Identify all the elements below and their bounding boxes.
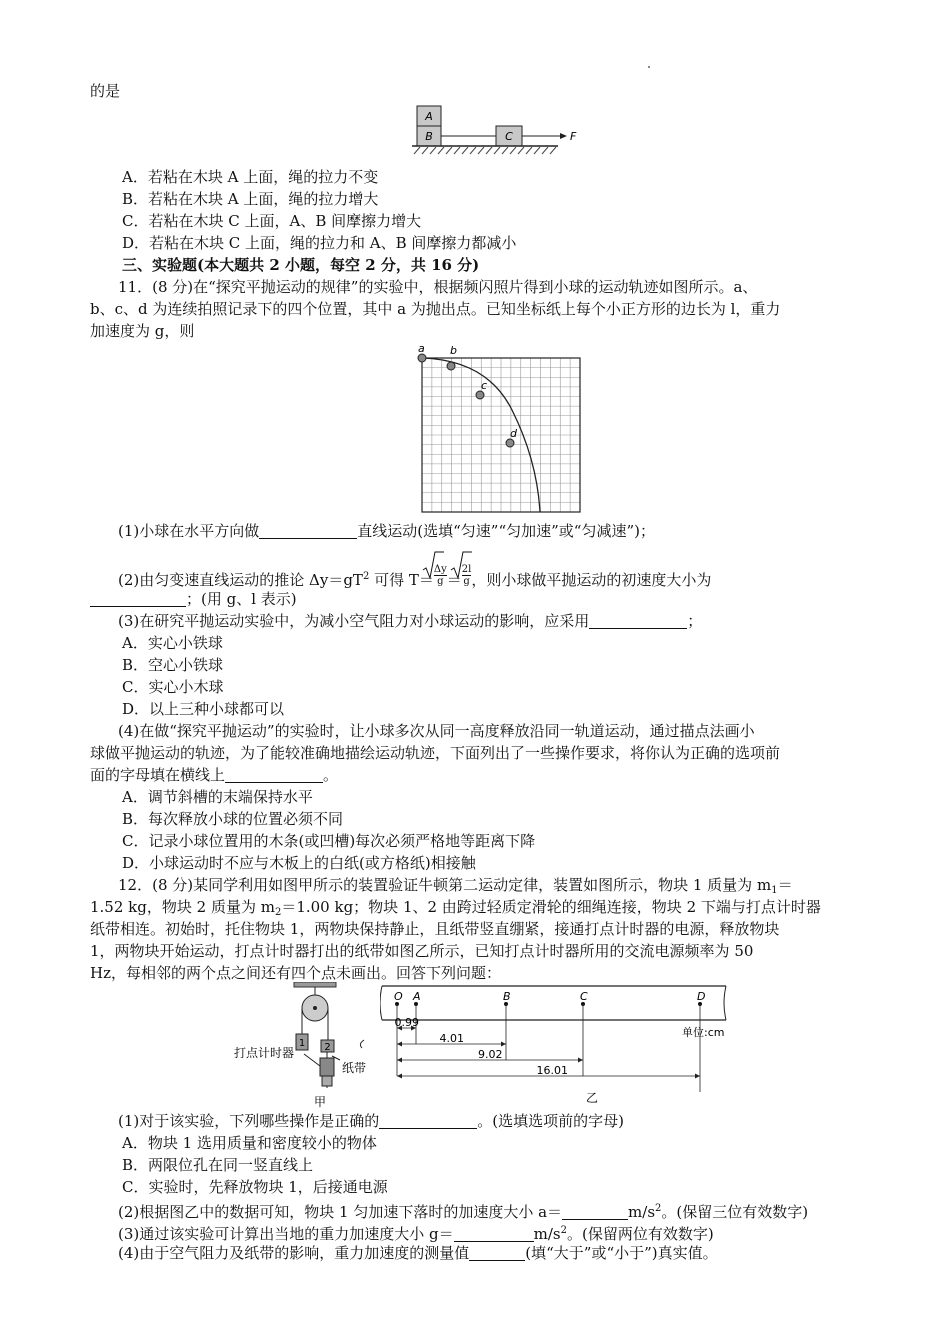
q11-p4-option-d: D．小球运动时不应与木板上的白纸(或方格纸)相接触	[122, 854, 476, 872]
label-d: d	[510, 427, 517, 440]
q11-p4-blank[interactable]	[225, 767, 323, 783]
q12-p1-option-b: B．两限位孔在同一竖直线上	[122, 1156, 314, 1174]
label-f: F	[570, 130, 577, 143]
block-2-label: 2	[324, 1042, 331, 1053]
frac2-den: g	[463, 576, 470, 587]
intro-tail: 的是	[90, 82, 121, 100]
label-a: a	[418, 342, 425, 355]
q11-p4-line1: (4)在做“探究平抛运动”的实验时，让小球多次从同一高度释放沿同一轨道运动，通过描点法画小	[118, 722, 755, 740]
ceiling	[294, 982, 336, 987]
q11-p3-text: (3)在研究平抛运动实验中，为减小空气阻力对小球运动的影响，应采用	[118, 612, 590, 630]
caption-yi: 乙	[586, 1091, 599, 1105]
q11-part2-line2	[90, 588, 297, 610]
point-d	[506, 439, 514, 447]
tape-label: 纸带	[342, 1061, 367, 1075]
q11-line1: 11．(8 分)在“探究平抛运动的规律”的实验中，根据频闪照片得到小球的运动轨迹如图所示。a、	[118, 278, 758, 296]
q10-option-a: A．若粘在木块 A 上面，绳的拉力不变	[122, 168, 379, 186]
q12-p3-sup: 2	[560, 1225, 567, 1236]
q11-p3-option-a: A．实心小铁球	[122, 634, 223, 652]
q12-line2-text2: ＝1.00 kg；物块 1、2 由跨过轻质定滑轮的细绳连接，物块 2 下端与打点计时器	[281, 898, 821, 916]
q11-p3-blank[interactable]	[589, 613, 687, 629]
label-b: B	[425, 130, 433, 143]
q11-p2-text4: ；(用 g、l 表示)	[186, 590, 297, 608]
q12-p3-unit: m/s	[533, 1225, 561, 1243]
sqrt-2l-over-g	[461, 564, 472, 593]
q11-p2-text2: 可得 T＝	[369, 571, 434, 589]
q12-p3-blank[interactable]	[454, 1226, 534, 1242]
caption-jia: 甲	[314, 1095, 327, 1109]
q11-line3: 加速度为 g，则	[90, 322, 195, 340]
q11-p3-option-d: D．以上三种小球都可以	[122, 700, 285, 718]
q12-line4: 1，两物块开始运动，打点计时器打出的纸带如图乙所示，已知打点计时器所用的交流电源频率为 50	[90, 942, 754, 960]
q12-part4	[118, 1242, 718, 1264]
page-dot	[648, 66, 650, 68]
q12-line2-sub: 2	[274, 907, 282, 918]
dimension-value: 4.01	[439, 1032, 464, 1045]
block-1-label: 1	[298, 1038, 306, 1049]
q12-p1-blank[interactable]	[379, 1113, 477, 1129]
q12-p2-text: (2)根据图乙中的数据可知，物块 1 匀加速下落时的加速度大小 a＝	[118, 1203, 563, 1221]
q11-p2-eq: ＝	[446, 571, 462, 589]
q11-p3-end: ；	[687, 612, 703, 630]
q11-p2-text3: ，则小球做平抛运动的初速度大小为	[471, 571, 712, 589]
q11-p4-option-c: C．记录小球位置用的木条(或凹槽)每次必须严格地等距离下降	[122, 832, 536, 850]
tape-figure	[380, 984, 730, 1106]
q12-p1-option-c: C．实验时，先释放物块 1，后接通电源	[122, 1178, 388, 1196]
tape-label-a: A	[413, 990, 421, 1003]
q12-p2-blank[interactable]	[562, 1204, 628, 1220]
q11-p4-line3	[90, 764, 338, 786]
q11-p4-option-a: A．调节斜槽的末端保持水平	[122, 788, 313, 806]
q12-p2-unit: m/s	[628, 1203, 656, 1221]
projectile-grid-figure	[412, 340, 584, 516]
q11-p4-end: 。	[323, 766, 339, 784]
dimension-value: 9.02	[478, 1048, 503, 1061]
q12-p3-end: 。(保留两位有效数字)	[566, 1225, 714, 1243]
q11-p2-text: (2)由匀变速直线运动的推论 Δy＝gT	[118, 571, 363, 589]
section-3-heading: 三、实验题(本大题共 2 小题，每空 2 分，共 16 分)	[122, 256, 480, 274]
point-c	[476, 391, 484, 399]
point-b	[447, 362, 455, 370]
label-c: c	[481, 379, 488, 392]
q12-p1-end: 。(选填选项前的字母)	[477, 1112, 624, 1130]
q12-p1-text: (1)对于该实验，下列哪些操作是正确的	[118, 1112, 380, 1130]
timer	[320, 1058, 334, 1076]
unit-label: 单位:cm	[682, 1026, 725, 1039]
q11-p1-text: (1)小球在水平方向做	[118, 522, 260, 540]
q12-line3: 纸带相连。初始时，托住物块 1，两物块保持静止，且纸带竖直绷紧，接通打点计时器的电源，释放物块	[90, 920, 780, 938]
q12-p4-text: (4)由于空气阻力及纸带的影响，重力加速度的测量值	[118, 1244, 470, 1262]
timer-label: 打点计时器	[234, 1046, 295, 1060]
q12-p3-text: (3)通过该实验可计算出当地的重力加速度大小 g＝	[118, 1225, 454, 1243]
q11-part3	[118, 610, 702, 632]
point-a	[418, 354, 426, 362]
q11-p4-line2: 球做平抛运动的轨迹，为了能较准确地描绘运动轨迹，下面列出了一些操作要求，将你认为正确的选项前	[90, 744, 781, 762]
q11-p2-sup: 2	[362, 571, 370, 582]
q11-part1	[118, 520, 655, 542]
q12-line2-text: 1.52 kg，物块 2 质量为 m	[90, 898, 275, 916]
tape-label-o: O	[394, 990, 403, 1003]
q11-p3-option-b: B．空心小铁球	[122, 656, 224, 674]
q12-line1-sub: 1	[771, 885, 778, 896]
dimension-value: 16.01	[536, 1064, 568, 1077]
q12-p2-end: 。(保留三位有效数字)	[661, 1203, 809, 1221]
q12-line1-text: 12．(8 分)某同学利用如图甲所示的装置验证牛顿第二运动定律，装置如图所示，物块 1 质量为 m	[118, 876, 772, 894]
q12-p4-blank[interactable]	[469, 1245, 525, 1261]
tape-label-c: C	[580, 990, 588, 1003]
frac2-num: 2l	[461, 564, 472, 575]
q12-line1-eq: ＝	[777, 876, 793, 894]
label-a: A	[425, 110, 433, 123]
q11-p1-blank[interactable]	[259, 523, 357, 539]
q11-line2: b、c、d 为连续拍照记录下的四个位置，其中 a 为抛出点。已知坐标纸上每个小正方形的边长为 l，重力	[90, 300, 781, 318]
apparatus-figure	[232, 982, 382, 1110]
q11-p4-option-b: B．每次释放小球的位置必须不同	[122, 810, 344, 828]
q11-p2-blank[interactable]	[90, 591, 186, 607]
q11-p4-text: 面的字母填在横线上	[90, 766, 226, 784]
q10-option-c: C．若粘在木块 C 上面，A、B 间摩擦力增大	[122, 212, 422, 230]
label-b: b	[450, 344, 457, 357]
q11-p1-text2: 直线运动(选填“匀速”“匀加速”或“匀减速”)；	[357, 522, 655, 540]
tape-label-d: D	[697, 990, 706, 1003]
frac1-num: Δy	[433, 564, 447, 575]
q12-line5: Hz，每相邻的两个点之间还有四个点未画出。回答下列问题：	[90, 964, 501, 982]
q12-p1-option-a: A．物块 1 选用质量和密度较小的物体	[122, 1134, 377, 1152]
label-c: C	[505, 130, 513, 143]
q12-p4-end: (填“大于”或“小于”)真实值。	[525, 1244, 718, 1262]
q10-option-d: D．若粘在木块 C 上面，绳的拉力和 A、B 间摩擦力都减小	[122, 234, 517, 252]
q12-part1	[118, 1110, 624, 1132]
blocks-figure	[410, 104, 585, 158]
tape-label-b: B	[503, 990, 511, 1003]
dimension-value: 0.99	[394, 1016, 419, 1029]
q12-p2-sup: 2	[655, 1203, 662, 1214]
frac1-den: g	[437, 576, 444, 587]
q10-option-b: B．若粘在木块 A 上面，绳的拉力增大	[122, 190, 379, 208]
q11-p3-option-c: C．实心小木球	[122, 678, 224, 696]
